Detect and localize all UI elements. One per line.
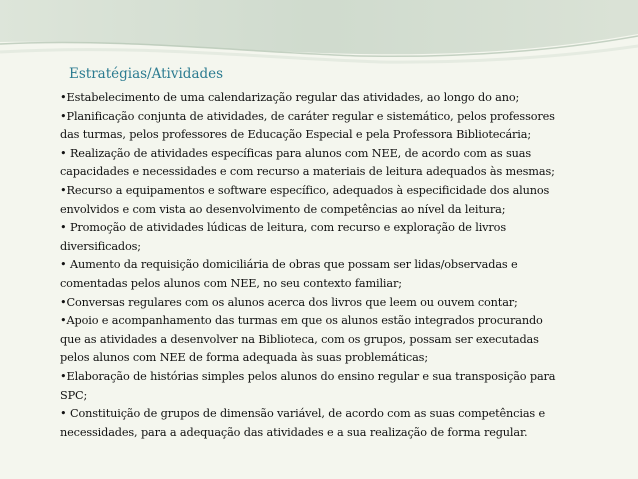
- list-line: •Elaboração de histórias simples pelos alunos do ensino regular e sua transposição para: [60, 369, 556, 383]
- top-decorative-band: [0, 0, 638, 66]
- list-line: • Aumento da requisição domiciliária de obras que possam ser lidas/observadas e: [60, 258, 518, 272]
- list-line: • Constituição de grupos de dimensão variável, de acordo com as suas competências e: [60, 407, 546, 421]
- list-line: que as atividades a desenvolver na Biblioteca, com os grupos, possam ser executadas: [60, 332, 539, 346]
- list-line: SPC;: [60, 388, 88, 402]
- list-line: •Planificação conjunta de atividades, de caráter regular e sistemático, pelos professores: [60, 109, 555, 123]
- list-line: necessidades, para a adequação das atividades e a sua realização de forma regular.: [60, 425, 528, 439]
- slide-heading: Estratégias/Atividades: [69, 66, 224, 82]
- list-line: comentadas pelos alunos com NEE, no seu contexto familiar;: [60, 276, 402, 290]
- list-line: diversificados;: [60, 239, 141, 253]
- list-line: • Promoção de atividades lúdicas de leitura, com recurso e exploração de livros: [60, 221, 506, 235]
- list-line: •Estabelecimento de uma calendarização regular das atividades, ao longo do ano;: [60, 91, 520, 104]
- list-line: •Recurso a equipamentos e software específico, adequados à especificidade dos alunos: [60, 183, 550, 197]
- list-line: pelos alunos com NEE de forma adequada às suas problemáticas;: [60, 351, 428, 365]
- list-line: • Realização de atividades específicas para alunos com NEE, de acordo com as suas: [60, 146, 531, 160]
- list-line: capacidades e necessidades e com recurso a materiais de leitura adequados às mesmas;: [60, 165, 555, 179]
- list-line: das turmas, pelos professores de Educação Especial e pela Professora Bibliotecária;: [60, 128, 531, 142]
- list-line: envolvidos e com vista ao desenvolvimento de competências ao nível da leitura;: [60, 202, 506, 216]
- list-line: •Conversas regulares com os alunos acerca dos livros que leem ou ouvem contar;: [60, 295, 518, 309]
- strategies-list: [60, 89, 600, 442]
- band-shape: [0, 0, 638, 54]
- list-line: •Apoio e acompanhamento das turmas em que os alunos estão integrados procurando: [60, 314, 543, 328]
